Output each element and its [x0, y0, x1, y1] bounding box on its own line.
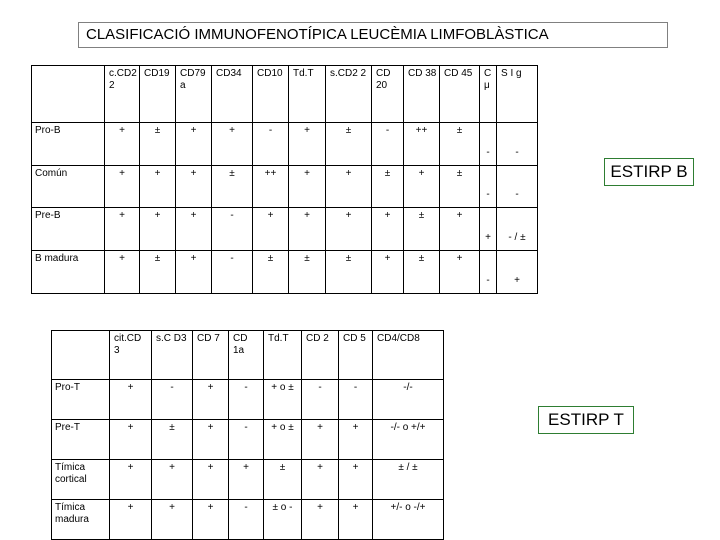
t-table-row-label: Pre-T: [52, 420, 110, 460]
b-table-value-cell: +: [176, 123, 212, 166]
t-table-header-cell: CD 2: [302, 331, 339, 380]
t-table-header-cell: CD4/CD8: [373, 331, 444, 380]
b-table-header-cell: CD 38: [404, 66, 440, 123]
t-table-value-cell: + o ±: [264, 420, 302, 460]
t-table-header-cell: cit.CD 3: [110, 331, 152, 380]
b-table-value-cell: ±: [326, 123, 372, 166]
b-table-row-label: Pro-B: [32, 123, 105, 166]
b-table-value-cell: -: [212, 251, 253, 294]
b-table-header-cell: CD10: [253, 66, 289, 123]
b-table-value-cell: +: [289, 208, 326, 251]
b-table-value-cell: ±: [440, 166, 480, 208]
b-table-value-cell: +: [289, 166, 326, 208]
b-lineage-table: [31, 65, 538, 294]
t-table-value-cell: -: [229, 420, 264, 460]
b-table-row-label: Común: [32, 166, 105, 208]
t-table-row-label: Tímica madura: [52, 500, 110, 540]
t-table-corner: [52, 331, 110, 380]
b-table-row-label: Pre-B: [32, 208, 105, 251]
t-table-value-cell: +: [110, 460, 152, 500]
b-table-header-cell: CD 45: [440, 66, 480, 123]
b-table-value-cell: +: [176, 251, 212, 294]
b-table-value-cell: +: [176, 166, 212, 208]
t-table-header-cell: s.C D3: [152, 331, 193, 380]
b-table-value-cell: ++: [404, 123, 440, 166]
t-lineage-table: [51, 330, 444, 540]
t-table-header-cell: CD 7: [193, 331, 229, 380]
b-table-value-cell: -: [372, 123, 404, 166]
t-table-value-cell: +: [302, 420, 339, 460]
b-table-value-cell: +: [372, 208, 404, 251]
b-table-value-cell: ±: [404, 208, 440, 251]
t-table-value-cell: +: [229, 460, 264, 500]
b-table-value-cell: ±: [140, 123, 176, 166]
b-table-value-cell: -: [253, 123, 289, 166]
b-table-value-cell: +: [372, 251, 404, 294]
b-table-header-cell: CD79 a: [176, 66, 212, 123]
b-table-header-cell: S I g: [497, 66, 538, 123]
t-table-value-cell: +: [193, 460, 229, 500]
b-table-value-cell: +: [289, 123, 326, 166]
t-table-value-cell: -/- o +/+: [373, 420, 444, 460]
b-table-value-cell: -: [480, 123, 497, 166]
estirp-b-label: ESTIRP B: [604, 158, 694, 186]
t-table-value-cell: +: [339, 460, 373, 500]
t-table-value-cell: +: [193, 380, 229, 420]
b-table-value-cell: +: [176, 208, 212, 251]
b-table-value-cell: +: [326, 166, 372, 208]
b-table-header-cell: c.CD2 2: [105, 66, 140, 123]
b-table-value-cell: +: [105, 251, 140, 294]
estirp-t-label: ESTIRP T: [538, 406, 634, 434]
b-table-value-cell: -: [480, 166, 497, 208]
t-table-row-label: Pro-T: [52, 380, 110, 420]
t-table-value-cell: -: [229, 380, 264, 420]
t-table-value-cell: -: [152, 380, 193, 420]
b-table-corner: [32, 66, 105, 123]
b-table-header-cell: s.CD2 2: [326, 66, 372, 123]
b-table-value-cell: ±: [289, 251, 326, 294]
t-table-value-cell: +: [152, 500, 193, 540]
b-table-value-cell: ±: [372, 166, 404, 208]
b-table-value-cell: ±: [404, 251, 440, 294]
t-table-value-cell: +: [193, 500, 229, 540]
b-table-row-label: B madura: [32, 251, 105, 294]
b-table-value-cell: +: [105, 123, 140, 166]
t-table-row-label: Tímica cortical: [52, 460, 110, 500]
b-table-value-cell: +: [326, 208, 372, 251]
t-table-value-cell: ±: [152, 420, 193, 460]
b-table-value-cell: ++: [253, 166, 289, 208]
b-table-value-cell: -: [480, 251, 497, 294]
b-table-value-cell: +: [105, 208, 140, 251]
b-table-value-cell: ±: [440, 123, 480, 166]
t-table-value-cell: -: [339, 380, 373, 420]
t-table-value-cell: +: [193, 420, 229, 460]
b-table-header-cell: CD19: [140, 66, 176, 123]
b-table-header-cell: C μ: [480, 66, 497, 123]
t-table-value-cell: +: [110, 500, 152, 540]
t-table-header-cell: CD 5: [339, 331, 373, 380]
t-table-value-cell: +/- o -/+: [373, 500, 444, 540]
b-table-value-cell: -: [212, 208, 253, 251]
t-table-value-cell: +: [339, 500, 373, 540]
b-table-value-cell: +: [497, 251, 538, 294]
t-table-value-cell: +: [110, 420, 152, 460]
b-table-value-cell: +: [140, 208, 176, 251]
b-table-value-cell: ±: [212, 166, 253, 208]
b-table-value-cell: -: [497, 166, 538, 208]
t-table-value-cell: -: [302, 380, 339, 420]
t-table-header-cell: Td.T: [264, 331, 302, 380]
b-table-header-cell: CD34: [212, 66, 253, 123]
b-table-value-cell: ±: [140, 251, 176, 294]
t-table-value-cell: +: [110, 380, 152, 420]
b-table-value-cell: -: [497, 123, 538, 166]
t-table-value-cell: ±: [264, 460, 302, 500]
b-table-value-cell: - / ±: [497, 208, 538, 251]
b-table-value-cell: +: [440, 208, 480, 251]
t-table-value-cell: -: [229, 500, 264, 540]
t-table-value-cell: ± o -: [264, 500, 302, 540]
t-table-value-cell: +: [302, 460, 339, 500]
b-table-value-cell: +: [105, 166, 140, 208]
b-table-header-cell: Td.T: [289, 66, 326, 123]
t-table-value-cell: +: [302, 500, 339, 540]
t-table-header-cell: CD 1a: [229, 331, 264, 380]
t-table-value-cell: -/-: [373, 380, 444, 420]
slide-title: CLASIFICACIÓ IMMUNOFENOTÍPICA LEUCÈMIA LIMFOBLÀSTICA: [78, 22, 668, 48]
b-table-value-cell: +: [253, 208, 289, 251]
t-table-value-cell: +: [339, 420, 373, 460]
b-table-value-cell: +: [140, 166, 176, 208]
t-table-value-cell: ± / ±: [373, 460, 444, 500]
b-table-value-cell: +: [480, 208, 497, 251]
t-table-value-cell: + o ±: [264, 380, 302, 420]
b-table-value-cell: ±: [253, 251, 289, 294]
b-table-value-cell: +: [404, 166, 440, 208]
b-table-value-cell: ±: [326, 251, 372, 294]
b-table-header-cell: CD 20: [372, 66, 404, 123]
b-table-value-cell: +: [212, 123, 253, 166]
b-table-value-cell: +: [440, 251, 480, 294]
t-table-value-cell: +: [152, 460, 193, 500]
